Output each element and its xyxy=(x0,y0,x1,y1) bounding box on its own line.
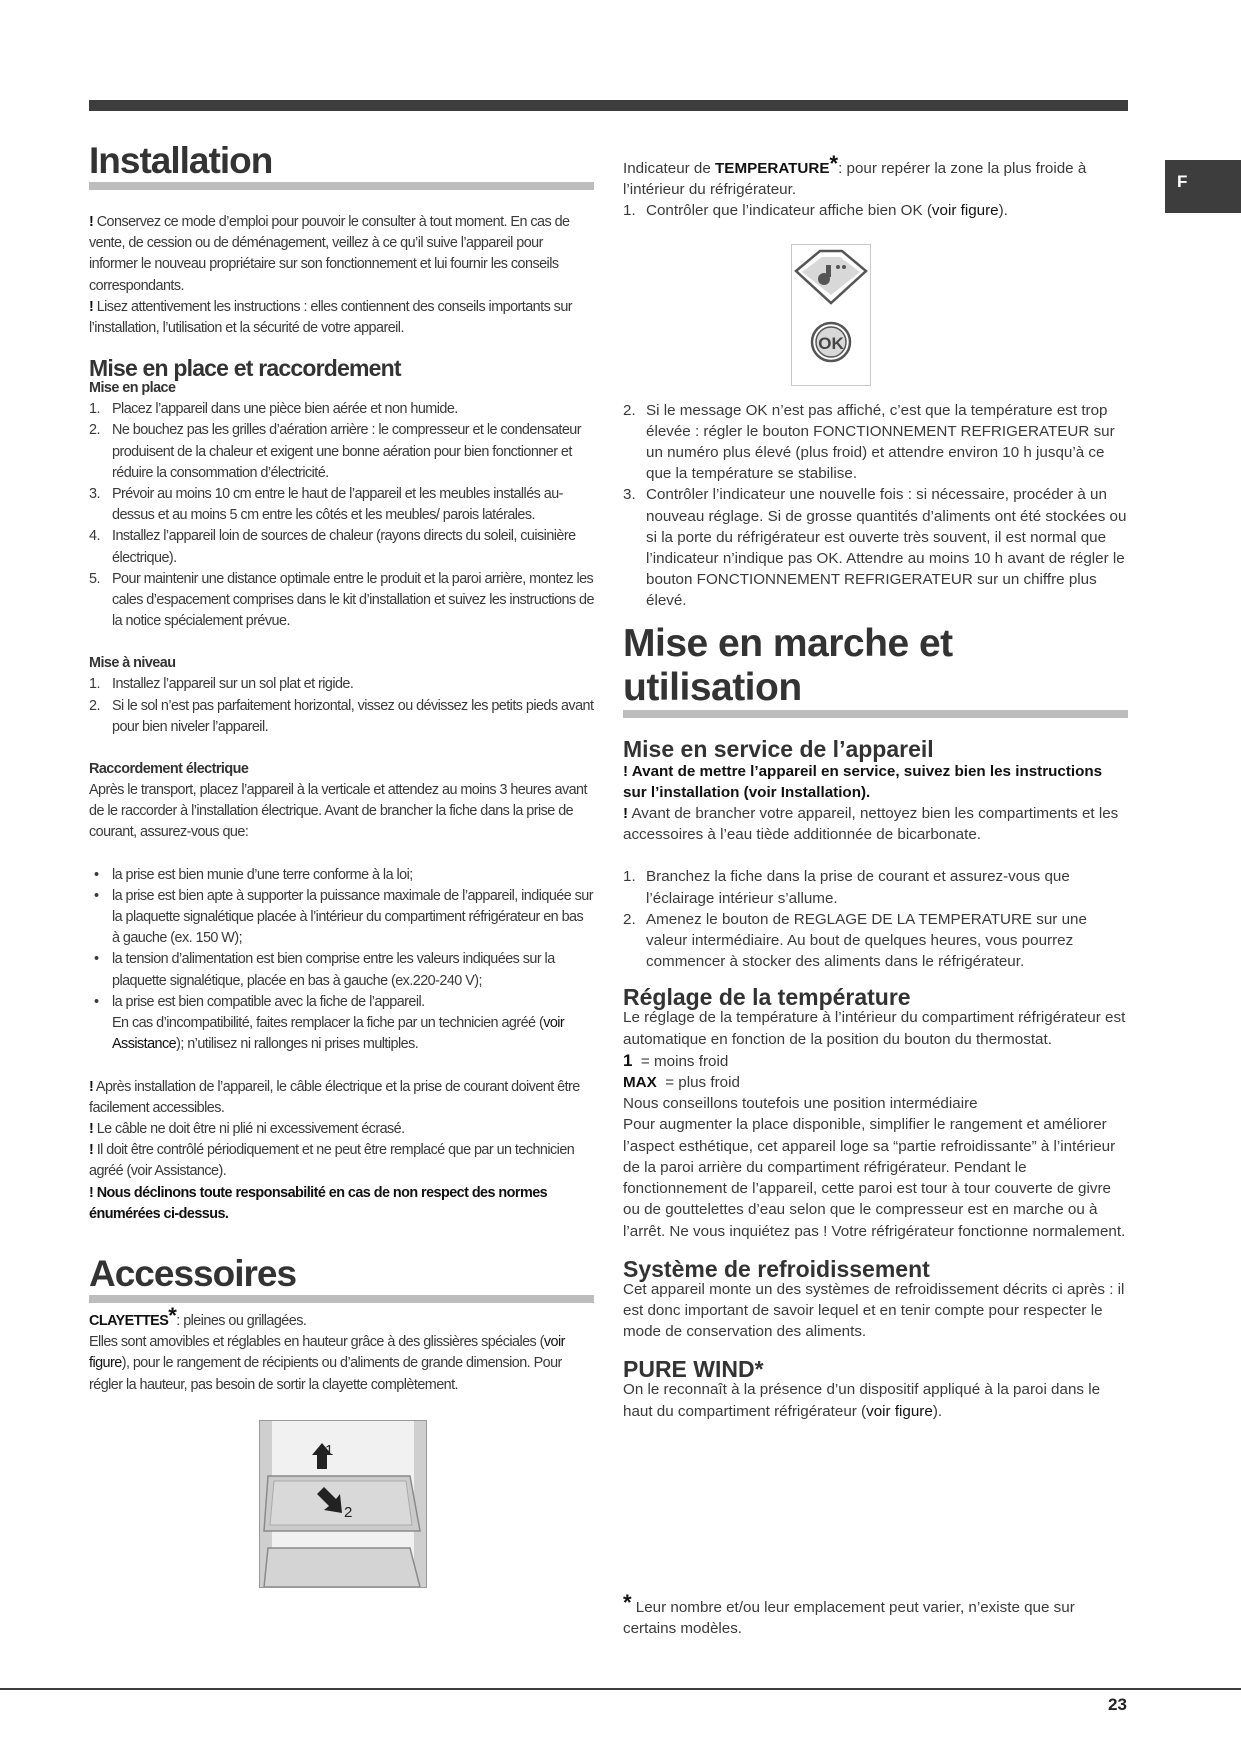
shelf-step-1-label: 1 xyxy=(325,1441,333,1459)
list-item: • la tension d’alimentation est bien comprise entre les valeurs indiquées sur la plaquette signalétique, placée en bas à gauche (ex.220-240 V); xyxy=(94,951,555,989)
top-rule xyxy=(89,100,1128,111)
service-steps xyxy=(623,866,1128,972)
figure-link[interactable]: voir figure xyxy=(931,202,999,220)
installation-title: Installation xyxy=(89,140,594,190)
temperature-max: MAX = plus froid xyxy=(623,1074,740,1092)
placement-list xyxy=(89,399,594,632)
list-item: 1. Branchez la fiche dans la prise de courant et assurez-vous que l’éclairage intérieur s’allume. xyxy=(623,868,1070,907)
list-item: 5. Pour maintenir une distance optimale entre le produit et la paroi arrière, montez les cales d’espacement comprises dans le kit d’installation et suivez les instructions de la notice spécialement prévue. xyxy=(89,570,594,630)
warning-cable-bend: ! Le câble ne doit être ni plié ni excessivement écrasé. xyxy=(89,1120,405,1137)
service-warning: ! Avant de mettre l’appareil en service, suivez bien les instructions sur l’installation (voir Installation). xyxy=(623,762,1103,801)
shelves-line: CLAYETTES*: pleines ou grillagées. xyxy=(89,1302,307,1329)
bottom-rule xyxy=(0,1688,1241,1690)
page-number: 23 xyxy=(1108,1695,1127,1714)
intro-paragraph-2: ! Lisez attentivement les instructions : elles contiennent des conseils importants sur l’installation, l’utilisation et la sécurité de votre appareil. xyxy=(89,298,573,337)
warning-cable-check: ! Il doit être contrôlé périodiquement et ne peut être remplacé que par un technicien agréé (voir Assistance). xyxy=(89,1142,575,1180)
ok-indicator-illustration xyxy=(792,245,870,385)
warning-cable-access: ! Après installation de l’appareil, le câble électrique et la prise de courant doivent être facilement accessibles. xyxy=(89,1078,580,1116)
leveling-list xyxy=(89,674,594,738)
temperature-advice: Nous conseillons toutefois une position intermédiaire xyxy=(623,1095,978,1113)
placement-connection-heading: Mise en place et raccordement xyxy=(89,355,401,382)
ok-text: OK xyxy=(818,333,844,353)
list-item: 1. Placez l’appareil dans une pièce bien aérée et non humide. xyxy=(89,401,458,418)
accessories-title: Accessoires xyxy=(89,1253,594,1303)
language-tab: F xyxy=(1165,160,1241,213)
leveling-subheading: Mise à niveau xyxy=(89,655,176,672)
list-item: 2. Si le sol n’est pas parfaitement horizontal, vissez ou dévissez les petits pieds avant pour bien niveler l’appareil. xyxy=(89,697,594,735)
temperature-body-2: Pour augmenter la place disponible, simplifier le rangement et améliorer l’aspect esthétique, cet appareil loge sa “partie refroidissante” à l’intérieur de la paroi arrière du compartiment réfrigérateur. Pendant le fonctionnement de l’appareil, cette paroi est tour à tour couverte de givre ou de gouttelettes d’eau selon que le compresseur est en marche ou à l’arrêt. Ne vous inquiétez pas ! Votre réfrigérateur fonctionne normalement. xyxy=(623,1116,1126,1240)
shelf-illustration xyxy=(260,1421,426,1587)
service-cleaning: ! Avant de brancher votre appareil, nettoyez bien les compartiments et les accessoires à l’eau tiède additionnée de bicarbonate. xyxy=(623,805,1119,844)
electrical-intro: Après le transport, placez l’appareil à la verticale et attendez au moins 3 heures avant de le raccorder à l’installation électrique. Avant de brancher la fiche dans la prise de courant, assurez-vous que: xyxy=(89,782,587,841)
list-item: 1. Installez l’appareil sur un sol plat et rigide. xyxy=(89,676,354,693)
pure-wind-body: On le reconnaît à la présence d’un dispositif appliqué à la paroi dans le haut du compartiment réfrigérateur (voir figure). xyxy=(623,1381,1101,1420)
pure-wind-heading: PURE WIND* xyxy=(623,1356,764,1383)
electrical-subheading: Raccordement électrique xyxy=(89,761,249,778)
temperature-min: 1 = moins froid xyxy=(623,1050,729,1070)
footnote: * Leur nombre et/ou leur emplacement peut varier, n’existe que sur certains modèles. xyxy=(623,1590,1075,1638)
temperature-body: Le réglage de la température à l’intérieur du compartiment réfrigérateur est automatique en fonction de la position du bouton du thermostat. xyxy=(623,1009,1126,1048)
service-heading: Mise en service de l’appareil xyxy=(623,735,934,762)
placement-subheading: Mise en place xyxy=(89,380,176,397)
cooling-heading: Système de refroidissement xyxy=(623,1255,930,1282)
indicator-steps-after xyxy=(623,400,1128,612)
list-item: 2. Si le message OK n’est pas affiché, c’est que la température est trop élevée : régler le bouton FONCTIONNEMENT REFRIGERATEUR sur un numéro plus élevé (plus froid) et attendre environ 10 h jusqu’à ce que la température se stabilise. xyxy=(623,401,1115,483)
temperature-indicator-figure xyxy=(791,244,871,386)
list-item: 1. Contrôler que l’indicateur affiche bien OK (voir figure). xyxy=(623,202,1008,220)
right-column xyxy=(623,151,1128,1422)
temperature-heading: Réglage de la température xyxy=(623,984,911,1011)
cooling-body: Cet appareil monte un des systèmes de refroidissement décrits ci après : il est donc important de savoir lequel et en tenir compte pour respecter le mode de conservation des aliments. xyxy=(623,1280,1125,1341)
figure-link[interactable]: voir figure xyxy=(89,1334,565,1372)
shelves-description: Elles sont amovibles et réglables en hauteur grâce à des glissières spéciales (voir figure), pour le rangement de récipients ou d’aliments de grande dimension. Pour régler la hauteur, pas besoin de sortir la clayette complètement. xyxy=(89,1334,565,1393)
list-item: 3. Prévoir au moins 10 cm entre le haut de l’appareil et les meubles installés au-dessus et au moins 5 cm entre les côtés et les meubles/ parois latérales. xyxy=(89,486,563,524)
temperature-indicator-intro: Indicateur de TEMPERATURE*: pour repérer la zone la plus froide à l’intérieur du réfrigérateur. xyxy=(623,151,1087,199)
list-item: • la prise est bien compatible avec la fiche de l’appareil. En cas d’incompatibilité, faites remplacer la fiche par un technicien agréé (voir Assistance); n’utilisez ni rallonges ni prises multiples. xyxy=(94,993,565,1053)
list-item: 4. Installez l’appareil loin de sources de chaleur (rayons directs du soleil, cuisinière électrique). xyxy=(89,528,576,566)
shelf-step-2-label: 2 xyxy=(344,1503,352,1521)
shelf-figure xyxy=(259,1420,427,1588)
left-column xyxy=(89,140,594,1588)
list-item: 3. Contrôler l’indicateur une nouvelle fois : si nécessaire, procéder à un nouveau réglage. Si de grosse quantités d’aliments ont été stockées ou si la porte du réfrigérateur est ouverte très souvent, il est normal que l’indicateur n’indique pas OK. Attendre au moins 10 h avant de régler le bouton FONCTIONNEMENT REFRIGERATEUR sur un chiffre plus élevé. xyxy=(623,486,1127,610)
assistance-link[interactable]: voir Assistance xyxy=(112,1015,565,1053)
figure-link[interactable]: voir figure xyxy=(866,1402,933,1420)
disclaimer: ! Nous déclinons toute responsabilité en cas de non respect des normes énumérées ci-dessus. xyxy=(89,1184,548,1222)
list-item: 2. Ne bouchez pas les grilles d’aération arrière : le compresseur et le condensateur produisent de la chaleur et exigent une bonne aération pour bien fonctionner et réduire la consommation d’électricité. xyxy=(89,422,581,481)
indicator-step-1 xyxy=(623,200,1128,221)
list-item: 2. Amenez le bouton de REGLAGE DE LA TEMPERATURE sur une valeur intermédiaire. Au bout de quelques heures, vous pourrez commencer à stocker des aliments dans le réfrigérateur. xyxy=(623,910,1087,971)
electrical-bullets xyxy=(89,865,594,1056)
intro-paragraph-1: ! Conservez ce mode d’emploi pour pouvoir le consulter à tout moment. En cas de vente, de cession ou de déménagement, veillez à ce qu’il suive l’appareil pour informer le nouveau propriétaire sur son fonctionnement et lui fournir les conseils correspondants. xyxy=(89,214,570,294)
startup-title: Mise en marche et utilisation xyxy=(623,622,1128,718)
list-item: • la prise est bien apte à supporter la puissance maximale de l’appareil, indiquée sur la plaquette signalétique placée à l’intérieur du compartiment réfrigérateur en bas à gauche (ex. 150 W); xyxy=(94,887,593,947)
list-item: • la prise est bien munie d’une terre conforme à la loi; xyxy=(94,866,413,883)
